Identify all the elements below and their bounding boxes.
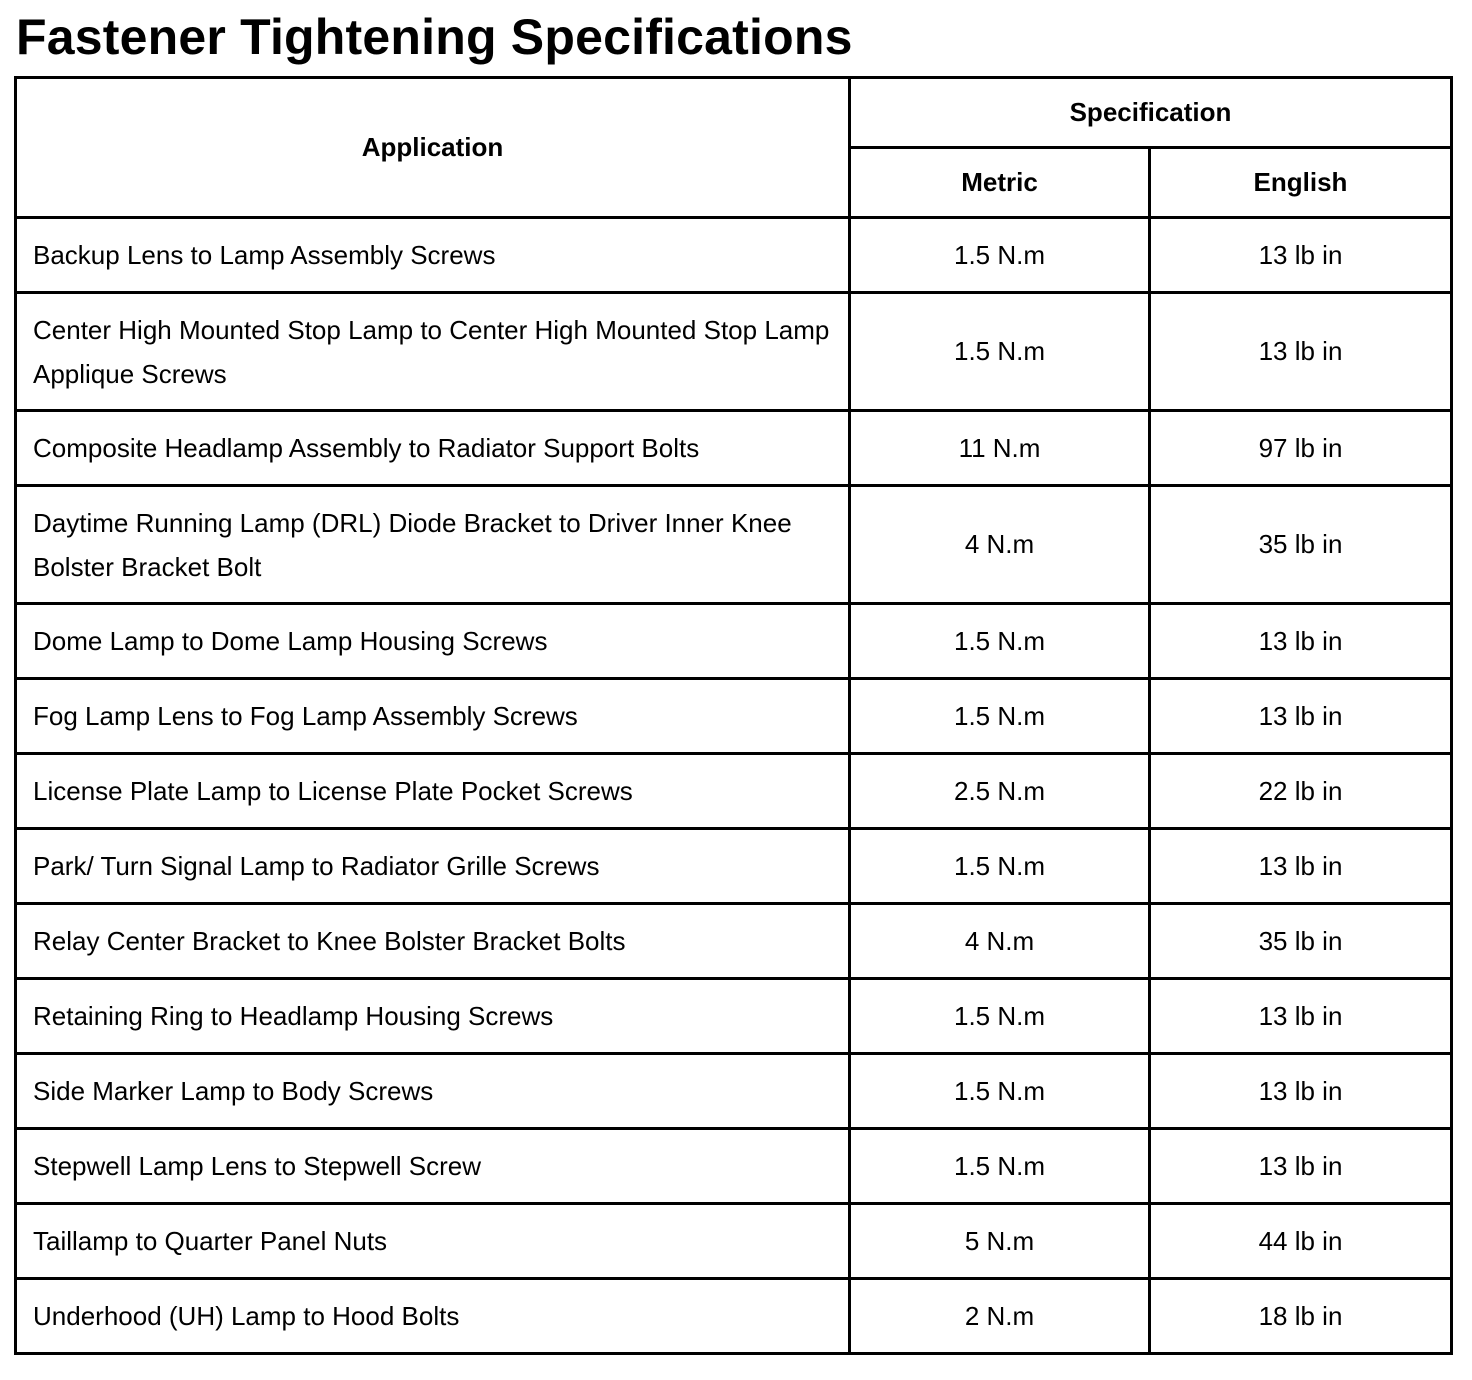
application-cell: Side Marker Lamp to Body Screws (16, 1054, 850, 1129)
table-row (16, 218, 1452, 293)
english-cell: 13 lb in (1150, 1054, 1452, 1129)
metric-cell: 1.5 N.m (850, 979, 1150, 1054)
metric-cell: 1.5 N.m (850, 1054, 1150, 1129)
application-cell: Daytime Running Lamp (DRL) Diode Bracket to Driver Inner Knee Bolster Bracket Bolt (16, 486, 850, 604)
metric-cell: 1.5 N.m (850, 1129, 1150, 1204)
page-title: Fastener Tightening Specifications (16, 9, 853, 65)
metric-cell: 1.5 N.m (850, 604, 1150, 679)
table-row (16, 411, 1452, 486)
table-row (16, 829, 1452, 904)
header-metric: Metric (850, 148, 1150, 218)
metric-cell: 5 N.m (850, 1204, 1150, 1279)
application-cell: Center High Mounted Stop Lamp to Center High Mounted Stop Lamp Applique Screws (16, 293, 850, 411)
table-row (16, 1279, 1452, 1354)
application-cell: Underhood (UH) Lamp to Hood Bolts (16, 1279, 850, 1354)
english-cell: 13 lb in (1150, 829, 1452, 904)
table-row (16, 486, 1452, 604)
metric-cell: 1.5 N.m (850, 293, 1150, 411)
application-cell: License Plate Lamp to License Plate Pocket Screws (16, 754, 850, 829)
header-specification: Specification (850, 78, 1452, 148)
table-row (16, 979, 1452, 1054)
fastener-spec-table (14, 76, 1453, 1355)
english-cell: 13 lb in (1150, 293, 1452, 411)
table-row (16, 1129, 1452, 1204)
english-cell: 18 lb in (1150, 1279, 1452, 1354)
metric-cell: 4 N.m (850, 486, 1150, 604)
metric-cell: 1.5 N.m (850, 829, 1150, 904)
application-cell: Composite Headlamp Assembly to Radiator Support Bolts (16, 411, 850, 486)
english-cell: 13 lb in (1150, 979, 1452, 1054)
english-cell: 13 lb in (1150, 679, 1452, 754)
english-cell: 13 lb in (1150, 604, 1452, 679)
application-cell: Fog Lamp Lens to Fog Lamp Assembly Screws (16, 679, 850, 754)
application-cell: Taillamp to Quarter Panel Nuts (16, 1204, 850, 1279)
table-row (16, 904, 1452, 979)
application-cell: Park/ Turn Signal Lamp to Radiator Grille Screws (16, 829, 850, 904)
english-cell: 97 lb in (1150, 411, 1452, 486)
header-application: Application (16, 78, 850, 218)
english-cell: 13 lb in (1150, 218, 1452, 293)
table-row (16, 754, 1452, 829)
application-cell: Retaining Ring to Headlamp Housing Screws (16, 979, 850, 1054)
application-cell: Stepwell Lamp Lens to Stepwell Screw (16, 1129, 850, 1204)
english-cell: 35 lb in (1150, 486, 1452, 604)
table-row (16, 1204, 1452, 1279)
metric-cell: 2.5 N.m (850, 754, 1150, 829)
english-cell: 22 lb in (1150, 754, 1452, 829)
english-cell: 35 lb in (1150, 904, 1452, 979)
table-row (16, 679, 1452, 754)
header-english: English (1150, 148, 1452, 218)
table-row (16, 1054, 1452, 1129)
metric-cell: 2 N.m (850, 1279, 1150, 1354)
metric-cell: 1.5 N.m (850, 679, 1150, 754)
english-cell: 44 lb in (1150, 1204, 1452, 1279)
english-cell: 13 lb in (1150, 1129, 1452, 1204)
table-row (16, 293, 1452, 411)
metric-cell: 1.5 N.m (850, 218, 1150, 293)
application-cell: Backup Lens to Lamp Assembly Screws (16, 218, 850, 293)
metric-cell: 4 N.m (850, 904, 1150, 979)
table-row (16, 604, 1452, 679)
application-cell: Relay Center Bracket to Knee Bolster Bracket Bolts (16, 904, 850, 979)
metric-cell: 11 N.m (850, 411, 1150, 486)
application-cell: Dome Lamp to Dome Lamp Housing Screws (16, 604, 850, 679)
